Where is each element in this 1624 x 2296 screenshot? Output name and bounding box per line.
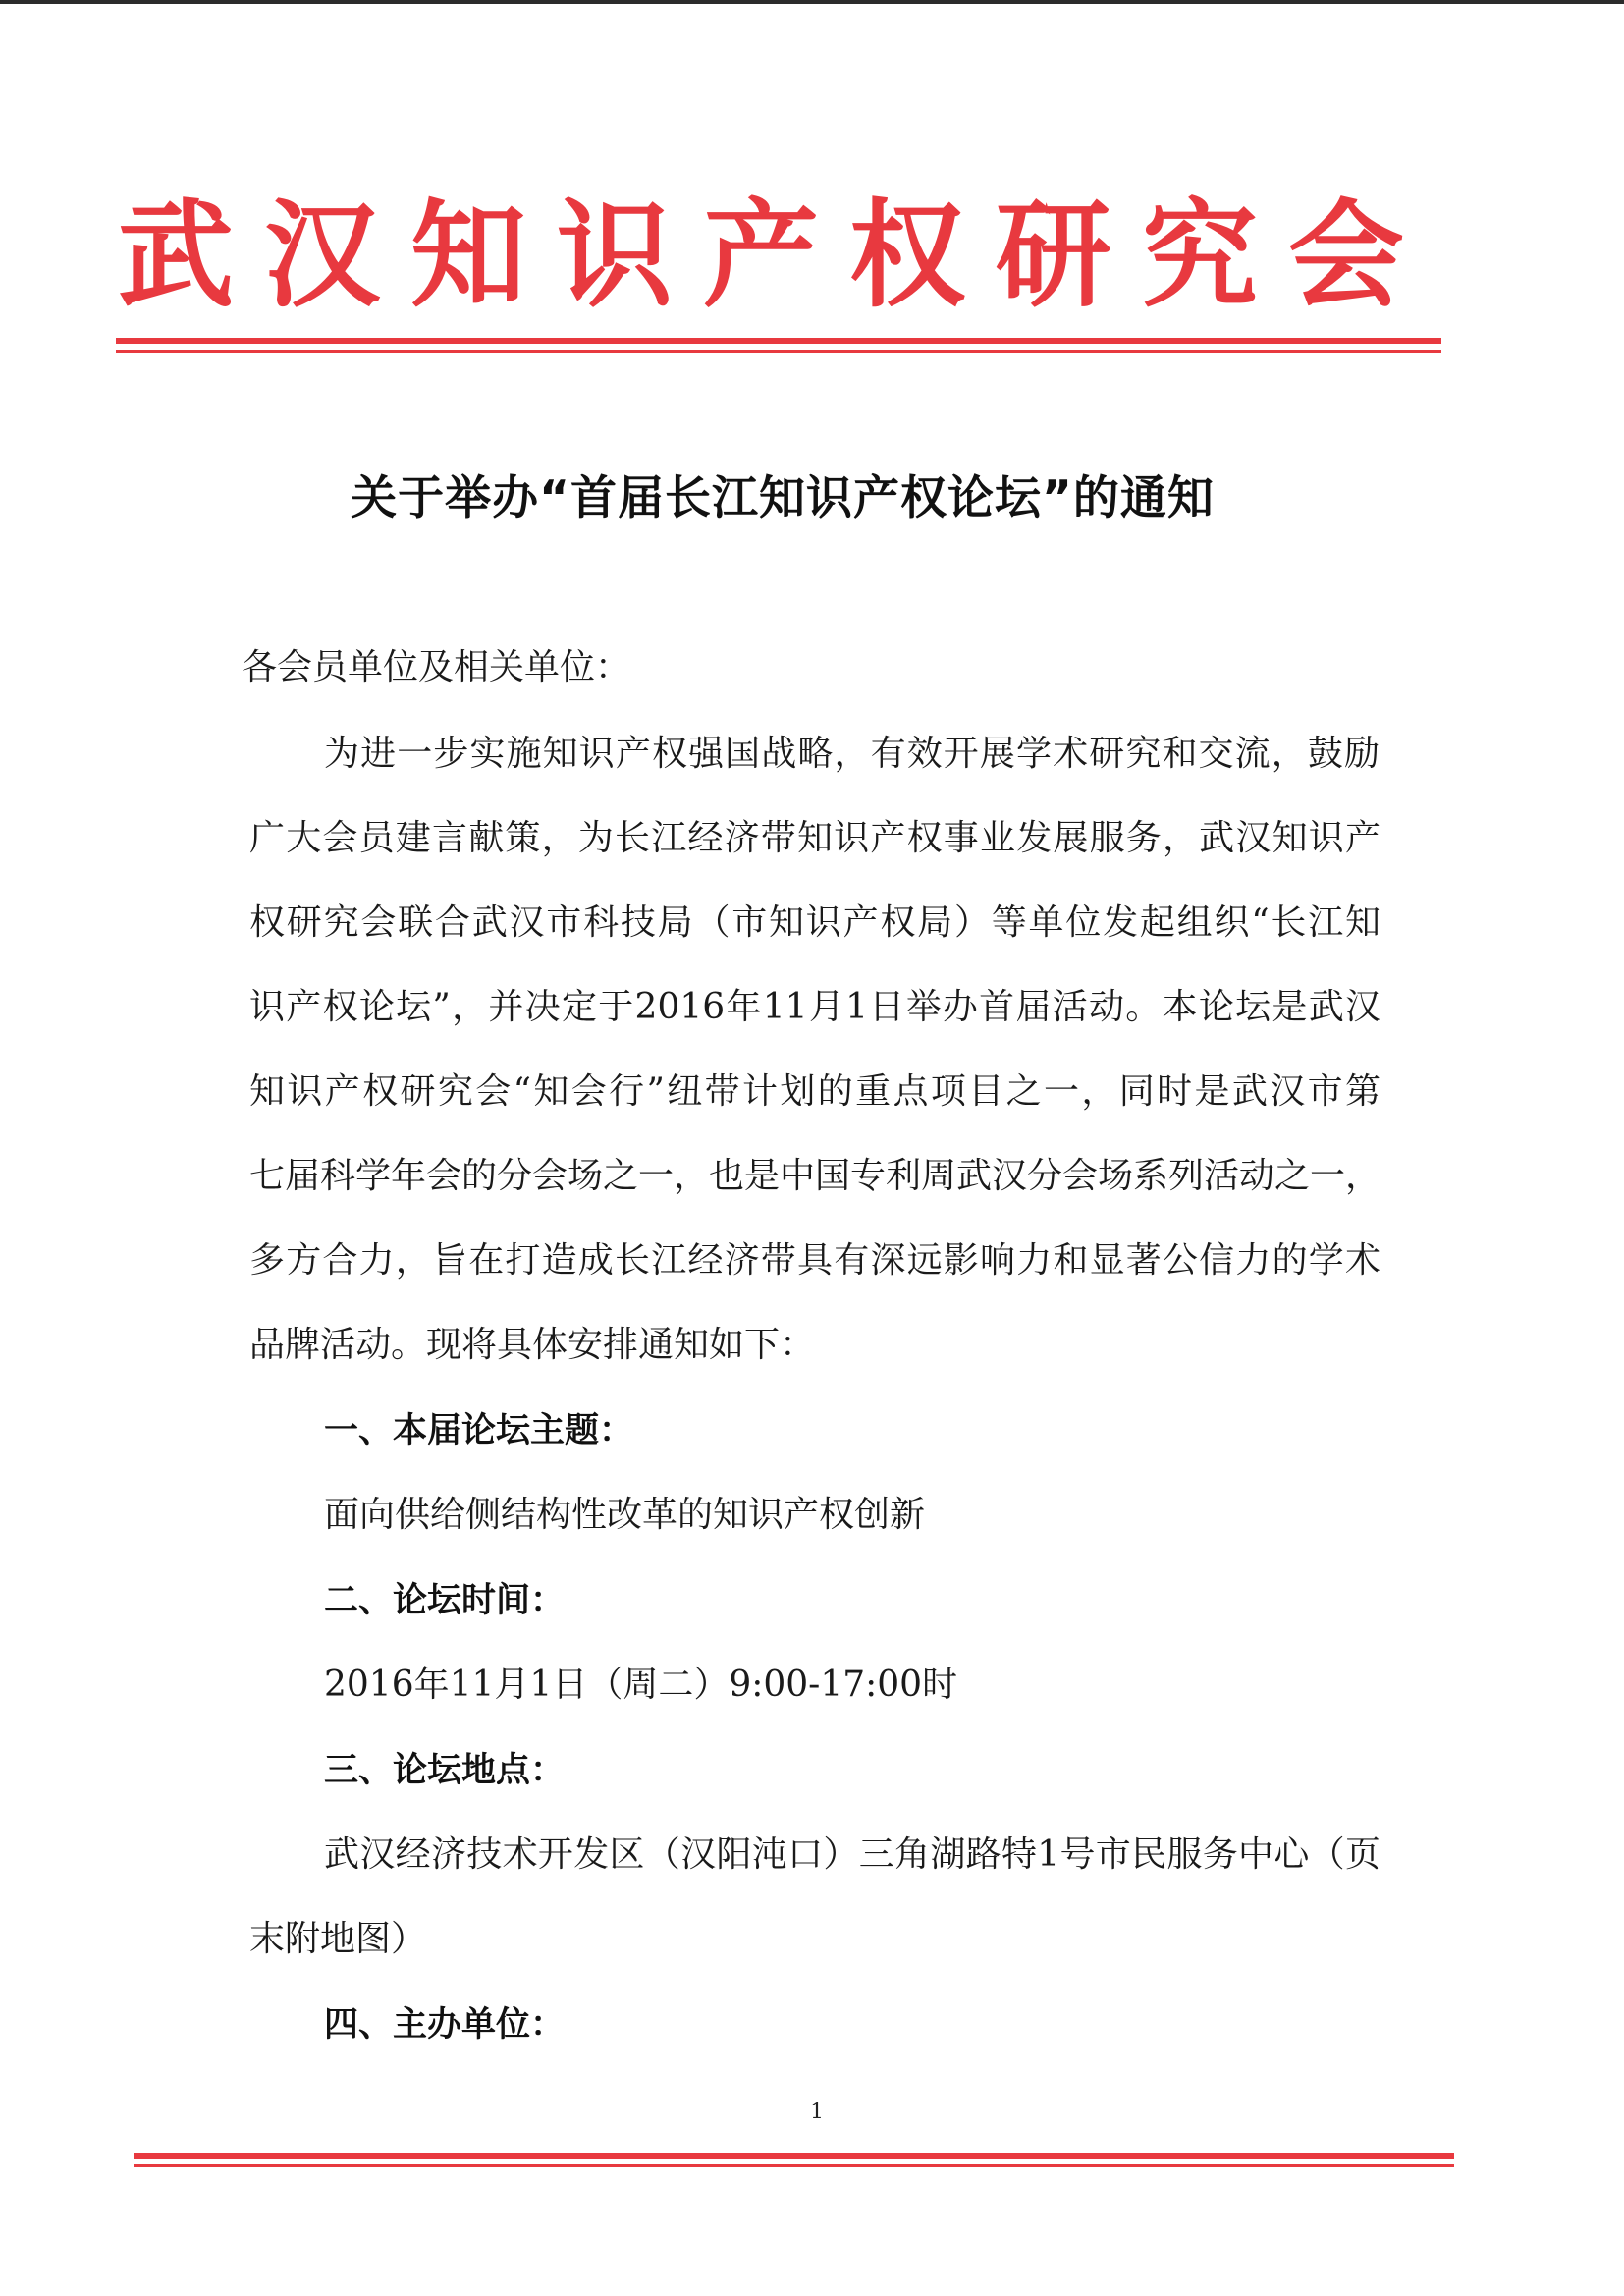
- section-text-theme: 面向供给侧结构性改革的知识产权创新: [324, 1495, 926, 1535]
- paragraph-line: 知识产权研究会“知会行”纽带计划的重点项目之一，同时是武汉市第: [249, 1071, 1380, 1112]
- letterhead-char: 产: [702, 187, 819, 323]
- letterhead-char: 会: [1287, 187, 1404, 323]
- footer-rule-thin: [134, 2164, 1454, 2167]
- section-heading-time: 二、论坛时间：: [324, 1581, 566, 1620]
- paragraph-line: 七届科学年会的分会场之一，也是中国专利周武汉分会场系列活动之一，: [249, 1156, 1381, 1196]
- section-heading-venue: 三、论坛地点：: [324, 1751, 566, 1790]
- salutation: 各会员单位及相关单位：: [242, 647, 631, 687]
- letterhead-char: 汉: [263, 187, 380, 323]
- section-text-venue: 武汉经济技术开发区（汉阳沌口）三角湖路特1号市民服务中心（页: [324, 1834, 1380, 1875]
- section-text-venue-cont: 末附地图）: [249, 1919, 427, 1959]
- section-heading-theme: 一、本届论坛主题：: [324, 1411, 634, 1450]
- footer-rule-thick: [134, 2153, 1454, 2159]
- letterhead-rule-thick: [116, 338, 1441, 344]
- letterhead-char: 武: [118, 187, 235, 323]
- letterhead-char: 研: [995, 187, 1111, 323]
- paragraph-line: 识产权论坛”，并决定于2016年11月1日举办首届活动。本论坛是武汉: [249, 987, 1380, 1027]
- letterhead-rule-thin: [116, 350, 1441, 353]
- paragraph-line: 权研究会联合武汉市科技局（市知识产权局）等单位发起组织“长江知: [249, 902, 1380, 943]
- paragraph-line: 广大会员建言献策，为长江经济带知识产权事业发展服务，武汉知识产: [249, 818, 1380, 858]
- paragraph-line: 为进一步实施知识产权强国战略，有效开展学术研究和交流，鼓励: [324, 734, 1380, 774]
- section-heading-organizer: 四、主办单位：: [324, 2005, 566, 2045]
- paragraph-line: 品牌活动。现将具体安排通知如下：: [249, 1325, 816, 1365]
- page-number: 1: [810, 2100, 824, 2124]
- scan-top-edge: [0, 0, 1624, 4]
- letterhead-char: 识: [556, 187, 673, 323]
- document-title: 关于举办“首届长江知识产权论坛”的通知: [351, 471, 1215, 525]
- letterhead-org-name: [118, 187, 1404, 323]
- letterhead-char: 究: [1141, 187, 1258, 323]
- paragraph-line: 多方合力，旨在打造成长江经济带具有深远影响力和显著公信力的学术: [249, 1240, 1380, 1281]
- section-text-time: 2016年11月1日（周二）9:00-17:00时: [324, 1665, 958, 1705]
- letterhead-char: 知: [409, 187, 526, 323]
- letterhead-char: 权: [848, 187, 965, 323]
